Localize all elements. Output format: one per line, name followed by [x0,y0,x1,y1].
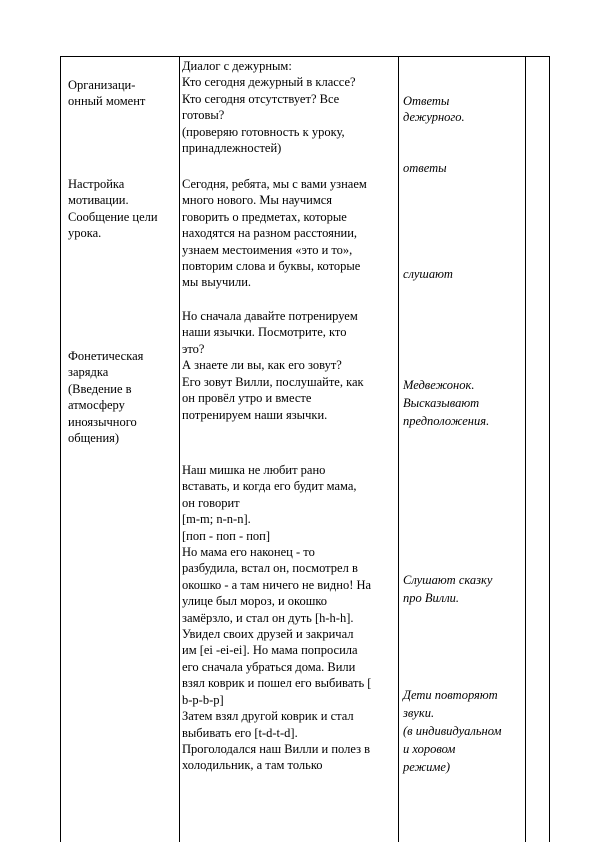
teacher-willy: Его зовут Вилли, послушайте, как он провёл утро и вместе потренируем наши язычки. [182,375,364,422]
teacher-dialog: Диалог с дежурным: Кто сегодня дежурный в классе? Кто сегодня отсутствует? Все готовы? [182,59,356,123]
teacher-question: А знаете ли вы, как его зовут? [182,358,342,372]
students-duty: Ответы дежурного. [403,94,465,125]
teacher-check: (проверяю готовность к уроку, принадлежностей) [182,125,345,156]
table-top-border [60,56,550,57]
table-right-border [549,56,550,842]
teacher-train: Но сначала давайте потренируем наши язычки. Посмотрите, кто это? [182,309,358,356]
stage-motivation: Настройка мотивации. Сообщение цели урока. [68,177,158,241]
stage-org: Организаци- онный момент [68,78,146,109]
teacher-story: Наш мишка не любит рано вставать, и когда его будит мама, он говорит [m-m; n-n-n]. [поп - поп - поп] Но мама его наконец - то разбудила, встал он, посмотрел в окошко - а там ничего не видно! На улице был мороз, и окошко замёрзло, и стал он дуть [h-h-h]. Увидел своих друзей и закричал им [ei -ei-ei]. Но мама попросила его сначала убраться дома. Вили взял коврик и пошел его выбивать [ b-p-b-p] Затем взял другой коврик и стал выбивать его [t-d-t-d]. Проголодался наш Вилли и полез в холодильник, а там только [182,463,372,773]
column-divider-2 [398,56,399,842]
teacher-goal: Сегодня, ребята, мы с вами узнаем много нового. Мы научимся говорить о предметах, которые находятся на разном расстоянии, узнаем местоимения «это и то», повторим слова и буквы, которые мы выучили. [182,177,367,290]
students-bear: Медвежонок. Высказывают предположения. [403,378,490,428]
column-divider-1 [179,56,180,842]
column-divider-3 [525,56,526,842]
stage-phonetic: Фонетическая зарядка (Введение в атмосферу иноязычного общения) [68,349,144,446]
table-left-border [60,56,61,842]
students-tale: Слушают сказку про Вилли. [403,573,493,605]
students-repeat: Дети повторяют звуки. (в индивидуальном и хоровом режиме) [403,688,502,774]
students-answers: ответы [403,161,447,175]
students-listen: слушают [403,267,453,281]
